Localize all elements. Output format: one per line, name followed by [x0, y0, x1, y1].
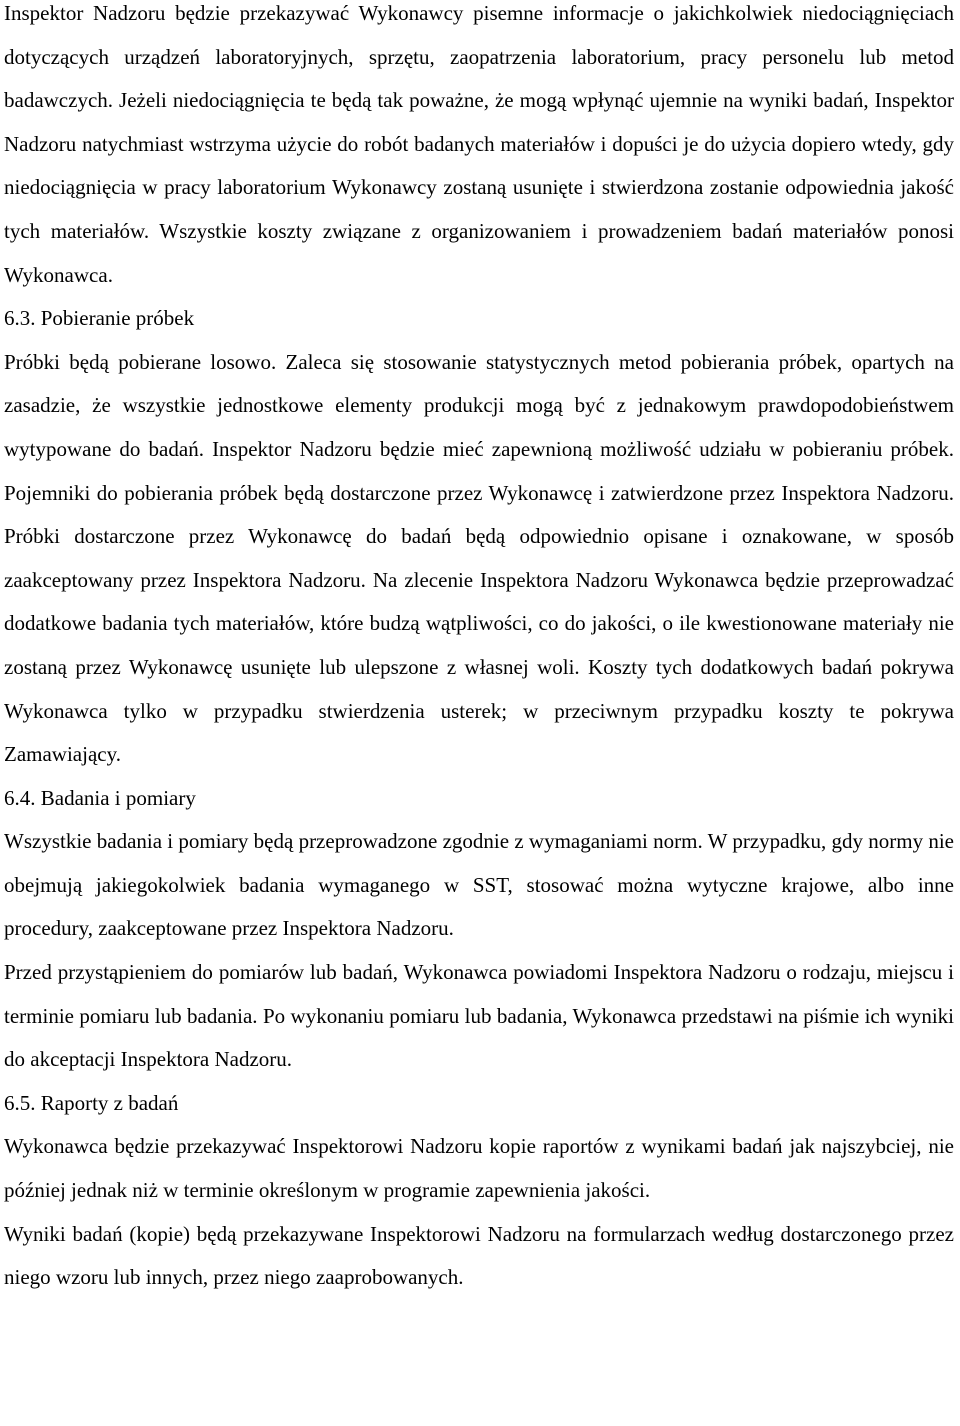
- section-heading-6-5: 6.5. Raporty z badań: [4, 1090, 179, 1115]
- document-page: [4, 0, 954, 1300]
- section-heading-6-3: 6.3. Pobieranie próbek: [4, 306, 195, 331]
- paragraph-notification: Przed przystąpieniem do pomiarów lub badań, Wykonawca powiadomi Inspektora Nadzoru o rodzaju, miejscu i terminie pomiaru lub badania. Po wykonaniu pomiaru lub badania, Wykonawca przedstawi na piśmie ich wyniki do akceptacji Inspektora Nadzoru.: [4, 960, 954, 1072]
- section-heading-6-4: 6.4. Badania i pomiary: [4, 785, 196, 810]
- paragraph-lab-deficiencies: Inspektor Nadzoru będzie przekazywać Wykonawcy pisemne informacje o jakichkolwiek niedociągnięciach dotyczących urządzeń laboratoryjnych, sprzętu, zaopatrzenia laboratorium, pracy personelu lub metod badawczych. Jeżeli niedociągnięcia te będą tak poważne, że mogą wpłynąć ujemnie na wyniki badań, Inspektor Nadzoru natychmiast wstrzyma użycie do robót badanych materiałów i dopuści je do użycia dopiero wtedy, gdy niedociągnięcia w pracy laboratorium Wykonawcy zostaną usunięte i stwierdzona zostanie odpowiednia jakość tych materiałów. Wszystkie koszty związane z organizowaniem i prowadzeniem badań materiałów ponosi Wykonawca.: [4, 1, 954, 287]
- paragraph-tests-norms: Wszystkie badania i pomiary będą przeprowadzone zgodnie z wymaganiami norm. W przypadku, gdy normy nie obejmują jakiegokolwiek badania wymaganego w SST, stosować można wytyczne krajowe, albo inne procedury, zaakceptowane przez Inspektora Nadzoru.: [4, 829, 954, 941]
- paragraph-sampling: Próbki będą pobierane losowo. Zaleca się stosowanie statystycznych metod pobierania próbek, opartych na zasadzie, że wszystkie jednostkowe elementy produkcji mogą być z jednakowym prawdopodobieństwem wytypowane do badań. Inspektor Nadzoru będzie mieć zapewnioną możliwość udziału w pobieraniu próbek. Pojemniki do pobierania próbek będą dostarczone przez Wykonawcę i zatwierdzone przez Inspektora Nadzoru. Próbki dostarczone przez Wykonawcę do badań będą odpowiednio opisane i oznakowane, w sposób zaakceptowany przez Inspektora Nadzoru. Na zlecenie Inspektora Nadzoru Wykonawca będzie przeprowadzać dodatkowe badania tych materiałów, które budzą wątpliwości, co do jakości, o ile kwestionowane materiały nie zostaną przez Wykonawcę usunięte lub ulepszone z własnej woli. Koszty tych dodatkowych badań pokrywa Wykonawca tylko w przypadku stwierdzenia usterek; w przeciwnym przypadku koszty te pokrywa Zamawiający.: [4, 349, 954, 767]
- paragraph-report-forms: Wyniki badań (kopie) będą przekazywane Inspektorowi Nadzoru na formularzach według dostarczonego przez niego wzoru lub innych, przez niego zaaprobowanych.: [4, 1221, 954, 1290]
- paragraph-report-copies: Wykonawca będzie przekazywać Inspektorowi Nadzoru kopie raportów z wynikami badań jak najszybciej, nie później jednak niż w terminie określonym w programie zapewnienia jakości.: [4, 1134, 954, 1203]
